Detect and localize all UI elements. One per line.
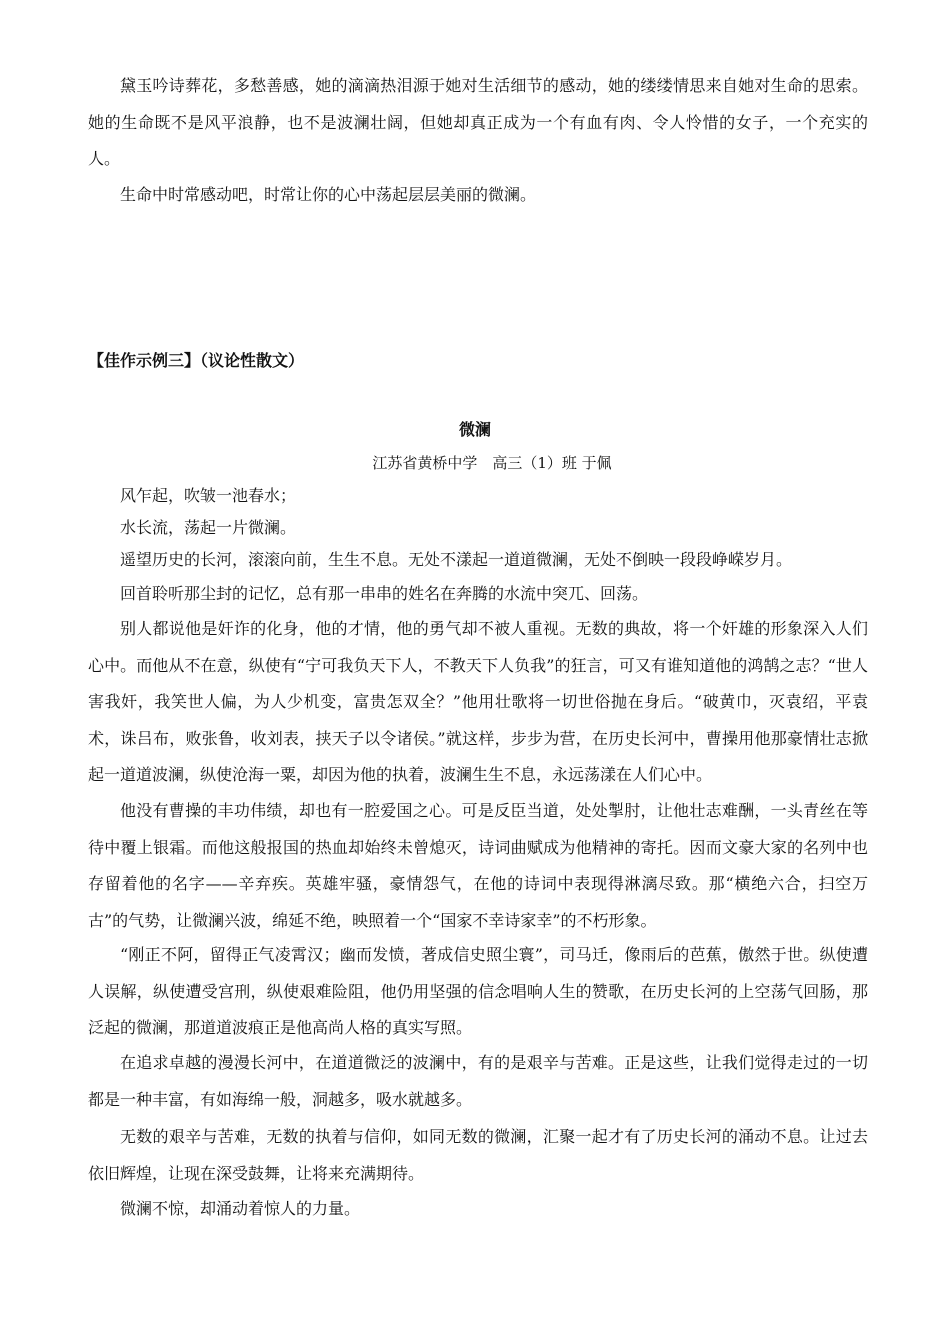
essay-line-2: 水长流，荡起一片微澜。 [120,518,297,537]
essay-line-1: 风乍起，吹皱一池春水； [120,486,297,505]
essay-author: 江苏省黄桥中学 高三（1）班 于佩 [372,454,612,472]
intro-paragraph-2: 生命中时常感动吧，时常让你的心中荡起层层美丽的微澜。 [120,185,537,204]
essay-paragraph-caocao: 别人都说他是奸诈的化身，他的才情，他的勇气却不被人重视。无数的典故，将一个奸雄的形象深入人们心中。而他从不在意，纵使有“宁可我负天下人，不教天下人负我”的狂言，可又有谁知道他的鸿鹄之志？“世人害我奸，我笑世人偏，为人少机变，富贵怎双全？”他用壮歌将一切世俗抛在身后。“破黄巾，灭袁绍，平袁术，诛吕布，败张鲁，收刘表，挟天子以令诸侯。”就这样，步步为营，在历史长河中，曹操用他那豪情壮志掀起一道道波澜，纵使沧海一粟，却因为他的执着，波澜生生不息，永远荡漾在人们心中。 [88,619,868,784]
essay-paragraph-xinqiji: 他没有曹操的丰功伟绩，却也有一腔爱国之心。可是反臣当道，处处掣肘，让他壮志难酬，一头青丝在等待中覆上银霜。而他这般报国的热血却始终未曾熄灭，诗词曲赋成为他精神的寄托。因而文豪大家的名列中也存留着他的名字——辛弃疾。英雄牢骚，豪情怨气，在他的诗词中表现得淋漓尽致。那“横绝六合，扫空万古”的气势，让微澜兴波，绵延不绝，映照着一个“国家不幸诗家幸”的不朽形象。 [88,801,868,930]
intro-paragraph-1: 黛玉吟诗葬花，多愁善感，她的滴滴热泪源于她对生活细节的感动，她的缕缕情思来自她对生命的思索。她的生命既不是风平浪静，也不是波澜壮阔，但她却真正成为一个有血有肉、令人怜惜的女子，一个充实的人。 [88,76,868,168]
section-heading: 【佳作示例三】（议论性散文） [88,351,305,370]
essay-paragraph-pursuit: 在追求卓越的漫漫长河中，在道道微泛的波澜中，有的是艰辛与苦难。正是这些，让我们觉得走过的一切都是一种丰富，有如海绵一般，洞越多，吸水就越多。 [88,1053,868,1109]
essay-line-4: 回首聆听那尘封的记忆，总有那一串串的姓名在奔腾的水流中突兀、回荡。 [120,584,649,603]
essay-paragraph-hardship: 无数的艰辛与苦难，无数的执着与信仰，如同无数的微澜，汇聚一起才有了历史长河的涌动不息。让过去依旧辉煌，让现在深受鼓舞，让将来充满期待。 [88,1127,868,1183]
essay-title: 微澜 [458,420,491,439]
essay-paragraph-closing: 微澜不惊，却涌动着惊人的力量。 [120,1199,361,1218]
essay-line-3: 遥望历史的长河，滚滚向前，生生不息。无处不漾起一道道微澜，无处不倒映一段段峥嵘岁月。 [120,550,793,569]
essay-paragraph-simaqian: “刚正不阿，留得正气凌霄汉；幽而发愤，著成信史照尘寰”，司马迁，像雨后的芭蕉，傲然于世。纵使遭人误解，纵使遭受宫刑，纵使艰难险阻，他仍用坚强的信念唱响人生的赞歌，在历史长河的上空荡气回肠，那泛起的微澜，那道道波痕正是他高尚人格的真实写照。 [88,945,868,1037]
